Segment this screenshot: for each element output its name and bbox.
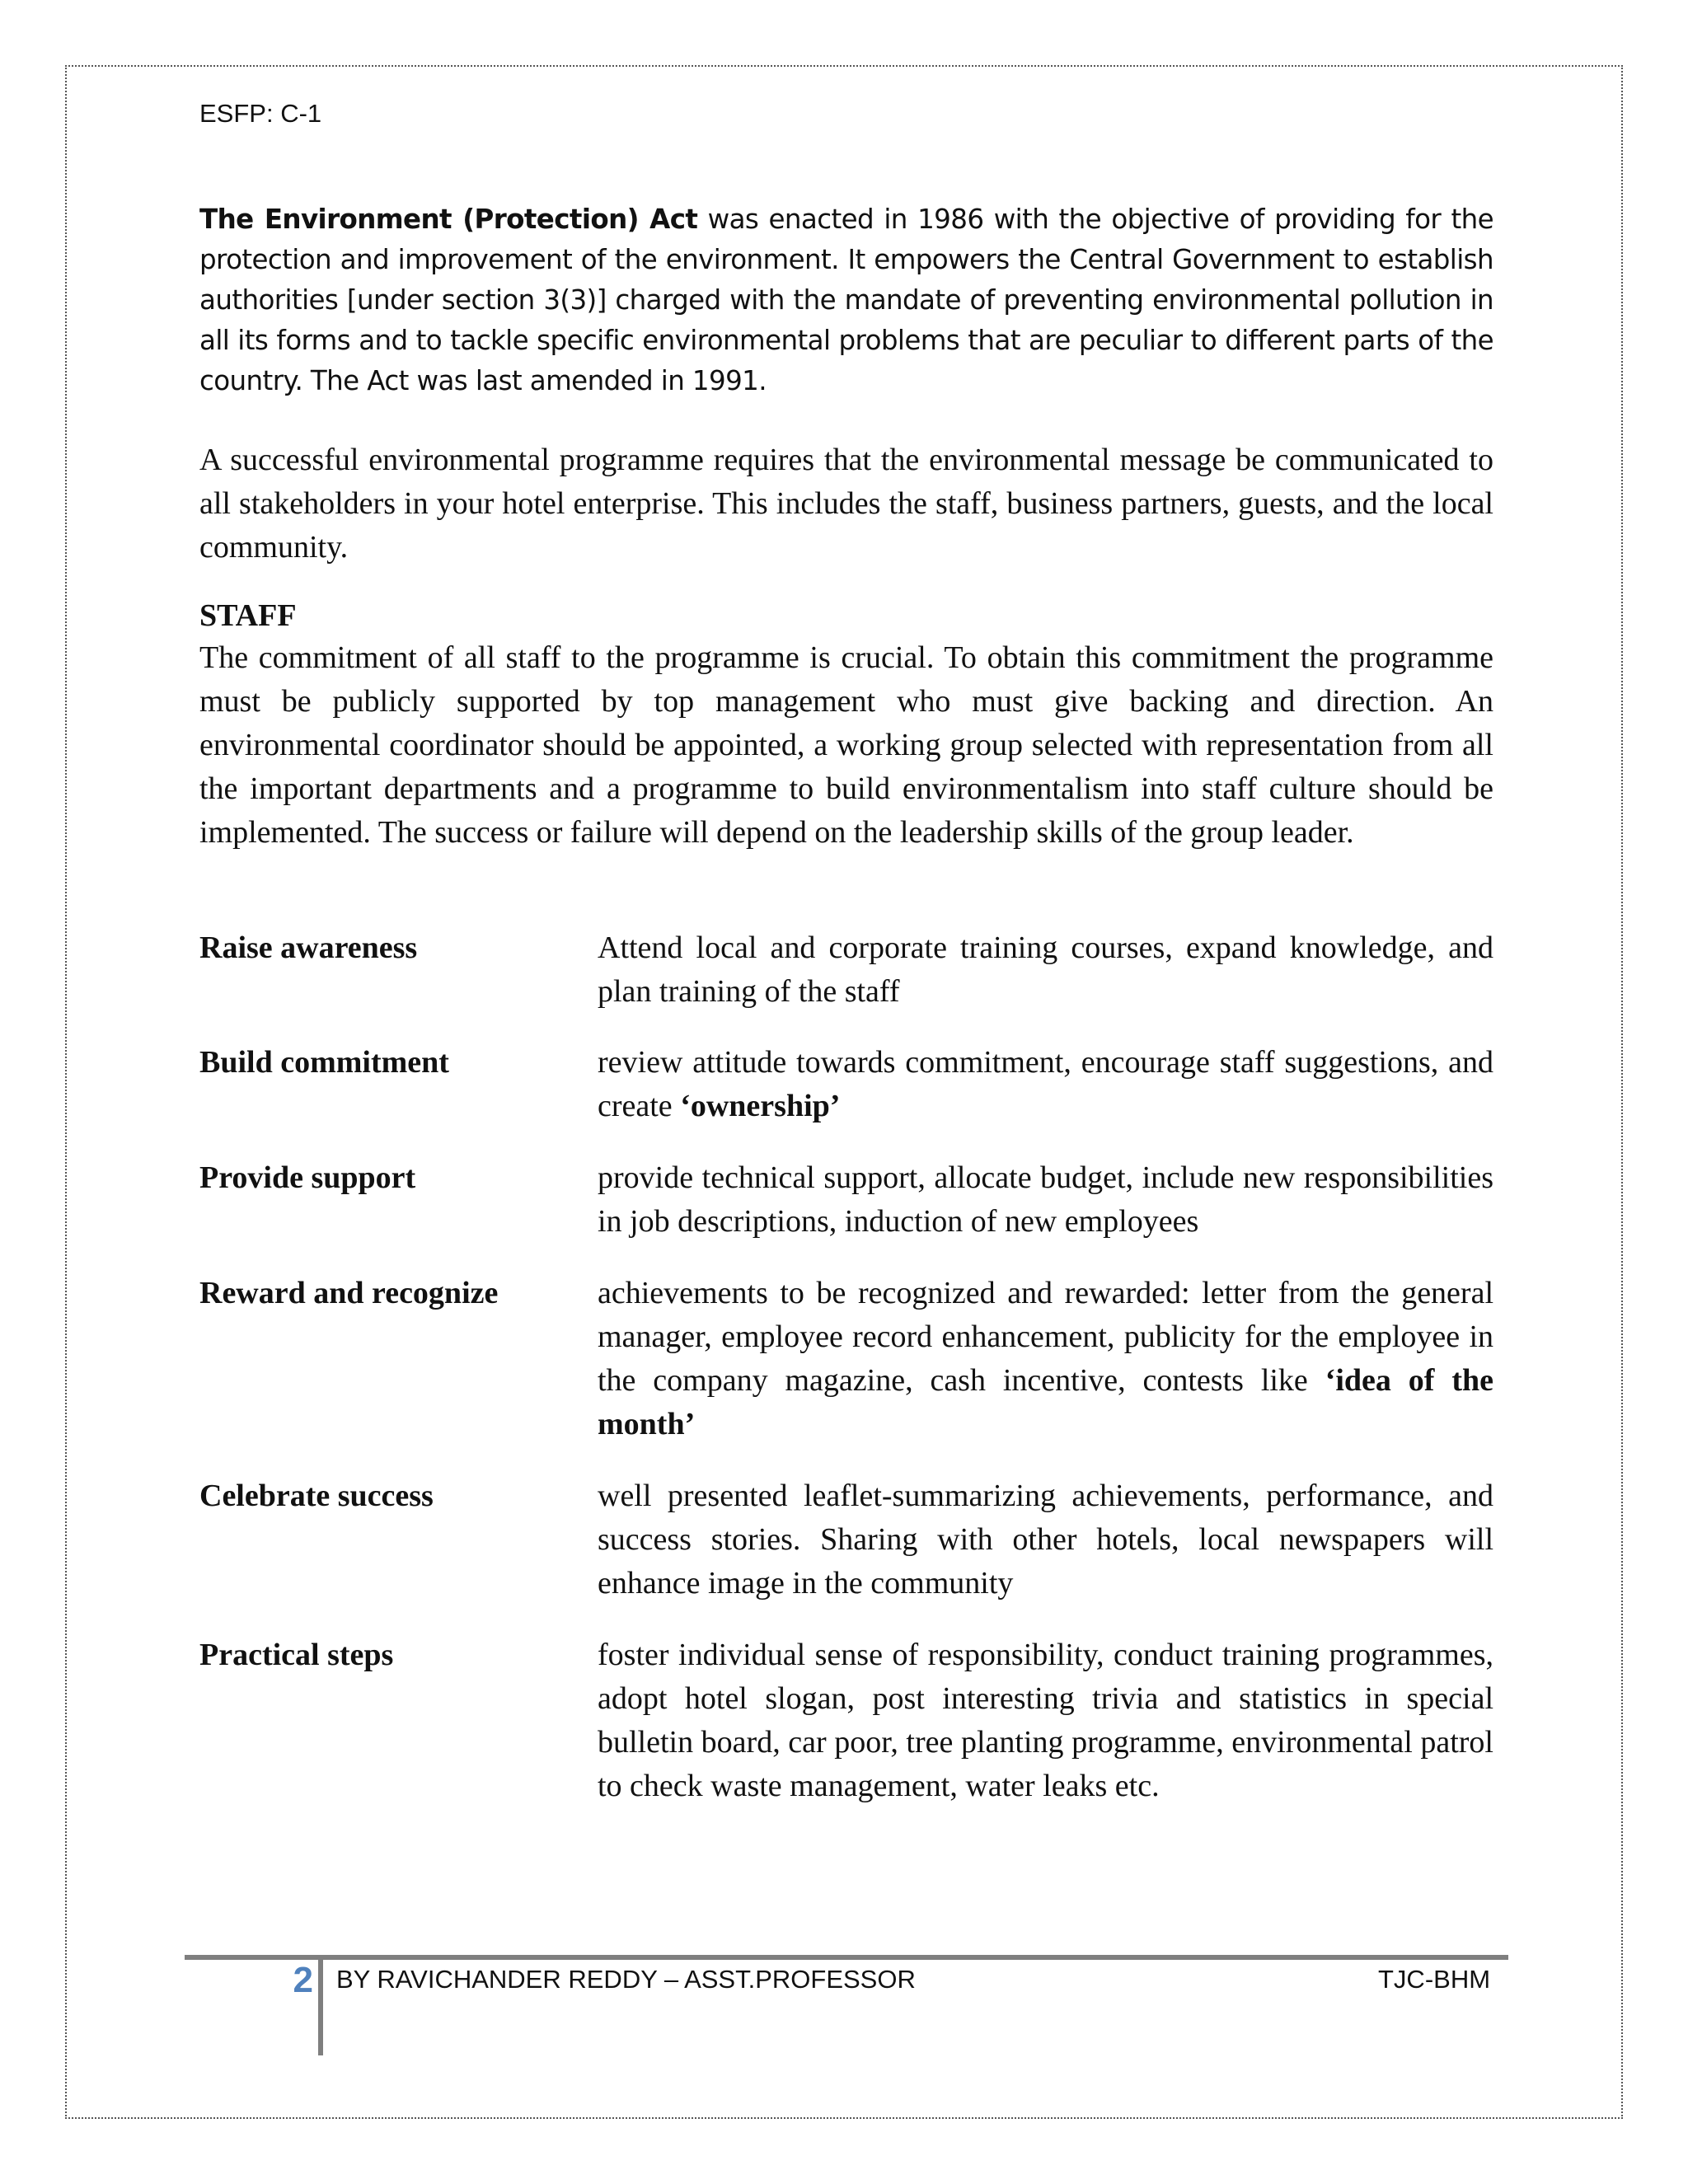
step-description: review attitude towards commitment, encourage staff suggestions, and create ‘ownership’ xyxy=(598,1045,1493,1123)
step-description: Attend local and corporate training courses, expand knowledge, and plan training of the staff xyxy=(598,930,1493,1009)
step-label: Build commitment xyxy=(199,1045,449,1080)
footer-author: BY RAVICHANDER REDDY – ASST.PROFESSOR xyxy=(336,1965,916,1994)
intro-paragraph xyxy=(199,199,1493,401)
staff-paragraph: The commitment of all staff to the programme is crucial. To obtain this commitment the programme must be publicly supported by top management who must give backing and direction. An environmental coordinator should be appointed, a working group selected with representation from all the important departments and a programme to build environmentalism into staff culture should be implemented. The success or failure will depend on the leadership skills of the group leader. xyxy=(199,640,1493,850)
page-header-code: ESFP: C-1 xyxy=(199,99,322,128)
intro-text: was enacted in 1986 with the objective of providing for the protection and improvement of the environment. It empowers the Central Government to establish authorities [under section 3(3)] charged with the mandate of preventing environmental pollution in all its forms and to tackle specific environmental problems that are peculiar to different parts of the country. The Act was last amended in 1991. xyxy=(199,204,1493,396)
step-label: Reward and recognize xyxy=(199,1276,499,1310)
step-description: achievements to be recognized and rewarded: letter from the general manager, employee record enhancement, publicity for the employee in the company magazine, cash incentive, contests like ‘idea of the month’ xyxy=(598,1276,1493,1441)
step-label: Celebrate success xyxy=(199,1479,434,1513)
staff-heading: STAFF xyxy=(199,598,297,633)
step-label: Raise awareness xyxy=(199,930,418,965)
page-number: 2 xyxy=(293,1960,313,2000)
step-description: foster individual sense of responsibility, conduct training programmes, adopt hotel slogan, post interesting trivia and statistics in special bulletin board, car poor, tree planting programme, environmental patrol to check waste management, water leaks etc. xyxy=(598,1638,1493,1803)
footer-rule xyxy=(185,1955,1508,1960)
footer-institution: TJC-BHM xyxy=(1378,1965,1491,1994)
footer-divider xyxy=(318,1955,323,2055)
step-description: provide technical support, allocate budget, include new responsibilities in job descriptions, induction of new employees xyxy=(598,1160,1493,1239)
ownership-emphasis: ‘ownership’ xyxy=(680,1089,841,1123)
programme-paragraph: A successful environmental programme requires that the environmental message be communicated to all stakeholders in your hotel enterprise. This includes the staff, business partners, guests, and the local community. xyxy=(199,443,1493,565)
act-title: The Environment (Protection) Act xyxy=(199,204,698,235)
step-description: well presented leaflet-summarizing achievements, performance, and success stories. Sharing with other hotels, local newspapers will enhance image in the community xyxy=(598,1479,1493,1601)
step-label: Provide support xyxy=(199,1160,416,1195)
idea-of-month-emphasis: ‘idea of the month’ xyxy=(598,1363,1493,1441)
step-label: Practical steps xyxy=(199,1638,394,1672)
